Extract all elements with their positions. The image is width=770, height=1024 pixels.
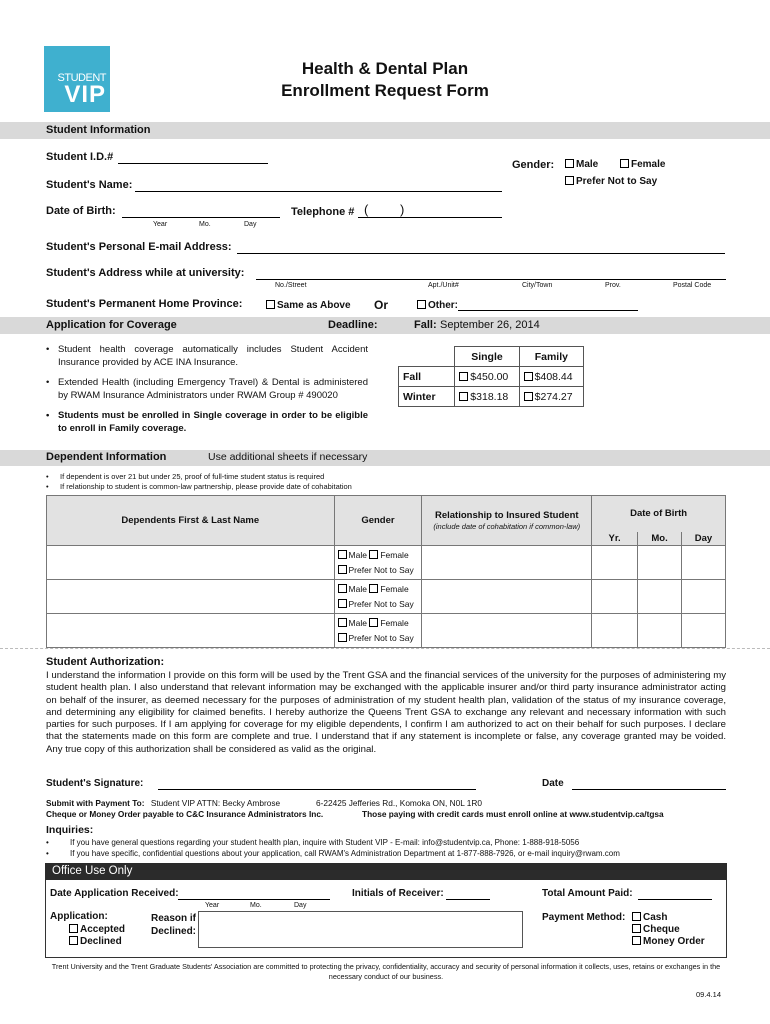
dep-female-label: Female (380, 583, 409, 594)
coverage-bullets (46, 344, 368, 435)
rate-family-value: $274.27 (534, 390, 573, 403)
inquiry-line-1-text: If you have general questions regarding your student health plan, inquire with Student VIP - E-mail: info@studentvip.ca, Phone: 1-888-918-5056 (70, 838, 580, 847)
coverage-bullet: • Student health coverage automatically includes Student Accident Insurance provided by ACE INA Insurance. (46, 344, 368, 368)
rate-checkbox[interactable] (524, 372, 533, 381)
other-label: Other: (428, 300, 458, 311)
rate-term: Fall (399, 367, 455, 387)
dependent-name-cell[interactable] (47, 546, 335, 580)
received-mo-hint: Mo. (250, 902, 262, 909)
prefer-not-checkbox[interactable] (565, 176, 574, 185)
inquiries-title: Inquiries: (46, 824, 94, 836)
dependent-info-note: Use additional sheets if necessary (208, 451, 368, 463)
student-id-field[interactable] (118, 163, 268, 164)
payment-attn: Student VIP ATTN: Becky Ambrose (150, 798, 281, 808)
gender-prefer-not-option[interactable] (565, 176, 657, 187)
office-use-header (45, 863, 727, 880)
dependent-gender-cell (334, 614, 422, 648)
reason-label-line2: Declined: (151, 926, 197, 937)
addr-postal-hint: Postal Code (673, 282, 712, 289)
rates-header-single: Single (455, 347, 519, 367)
logo-line2: VIP (64, 81, 106, 108)
dependent-bullet-2-text: If relationship to student is common-law partnership, please provide date of cohabitation (60, 482, 352, 491)
fall-deadline-date: September 26, 2014 (440, 319, 540, 331)
initials-field[interactable] (446, 899, 490, 900)
dep-male-label: Male (348, 583, 367, 594)
or-label: Or (374, 298, 389, 312)
deadline-label: Deadline: (328, 319, 378, 331)
dependent-yr-cell[interactable] (592, 614, 638, 648)
col-dependent-name: Dependents First & Last Name (47, 496, 335, 546)
authorization-body: I understand the information I provide on this form will be used by the Trent GSA and the financial services of the university for the purposes of administering my student health plan. I also understand that relevant information may be exchanged with the applicable insurer and/or third party insurance administrator acting on behalf of the insurer, as deemed necessary for the purposes of administration of my student health plan, validation of the status of my insurance coverage, and determining any eligibility for claimed benefits. I hereby authorize the Queens Trent GSA to exchange any relevant and necessary information with such parties for such purposes. If I am applying for coverage for my eligible dependents, I confirm I am authorized to act on their behalf for such purposes. I declare that the statements made on this form are complete and true. I understand that if any statement is incomplete or false, any coverage granted may be voided. Any true copy of this authorization shall be considered as valid as the original. (46, 670, 726, 755)
other-checkbox[interactable] (417, 300, 426, 309)
rate-single-value: $318.18 (470, 390, 509, 403)
coverage-bullet: • Students must be enrolled in Single coverage in order to be eligible to enroll in Family coverage. (46, 410, 368, 434)
title-line1: Health & Dental Plan (301, 59, 469, 78)
reason-label (151, 912, 196, 938)
coverage-bullet-2: Extended Health (including Emergency Travel) & Dental is administered by RWAM Insurance Administrators under RWAM Group # 490020 (58, 377, 368, 401)
payment-address: 6-22425 Jefferies Rd., Komoka ON, N0L 1R0 (316, 798, 483, 808)
col-yr: Yr. (592, 532, 638, 546)
col-gender: Gender (334, 496, 422, 546)
dob-mo-hint: Mo. (199, 221, 211, 228)
address-label: Student's Address while at university: (46, 267, 245, 279)
dep-prefer-not-checkbox[interactable] (338, 565, 347, 574)
dependent-bullet-1-text: If dependent is over 21 but under 25, proof of full-time student status is required (60, 472, 325, 481)
dob-field[interactable] (122, 217, 280, 218)
col-relationship-sub: (include date of cohabitation if common-law) (433, 521, 581, 531)
gender-label: Gender: (512, 159, 555, 171)
addr-prov-hint: Prov. (605, 282, 621, 289)
inquiry-line-2: • If you have specific, confidential questions about your application, call RWAM's Administration Department at 1-877-888-7926, or e-mail inquiry@rwam.com (46, 849, 620, 858)
declined-option[interactable] (69, 936, 122, 947)
dependent-row (47, 546, 726, 580)
coverage-bullet: • Extended Health (including Emergency Travel) & Dental is administered by RWAM Insurance Administrators under RWAM Group # 490020 (46, 377, 368, 401)
phone-open-paren: ( (364, 202, 369, 217)
student-name-field[interactable] (135, 191, 502, 192)
other-province-field[interactable] (458, 310, 638, 311)
dependent-name-cell[interactable] (47, 614, 335, 648)
telephone-field[interactable] (358, 217, 502, 218)
male-checkbox[interactable] (565, 159, 574, 168)
dependent-yr-cell[interactable] (592, 580, 638, 614)
title-line2: Enrollment Request Form (281, 81, 489, 100)
same-as-above-label: Same as Above (277, 300, 351, 311)
col-relationship (422, 496, 592, 546)
signature-field[interactable] (158, 789, 476, 790)
office-use-title: Office Use Only (52, 865, 133, 877)
rate-family-option[interactable] (519, 387, 583, 407)
submit-label: Submit with Payment To: (46, 798, 145, 808)
telephone-label: Telephone # (291, 206, 355, 218)
payment-credit: Those paying with credit cards must enroll online at www.studentvip.ca/tgsa (362, 809, 664, 819)
coverage-bullet-3: Students must be enrolled in Single coverage in order to be eligible to enroll in Family coverage. (58, 410, 368, 434)
dependent-mo-cell[interactable] (638, 580, 682, 614)
payment-line-1 (46, 798, 280, 808)
prefer-not-label: Prefer Not to Say (576, 176, 658, 187)
rate-single-value: $450.00 (470, 370, 509, 383)
date-received-field[interactable] (178, 899, 330, 900)
gender-female-option[interactable] (620, 159, 665, 170)
addr-city-hint: City/Town (522, 282, 553, 289)
rates-row (399, 387, 584, 407)
payment-cheque: Cheque or Money Order payable to C&C Insurance Administrators Inc. (46, 809, 324, 819)
date-received-label: Date Application Received: (50, 888, 179, 899)
rate-single-option[interactable] (455, 367, 519, 387)
page-title (0, 58, 770, 102)
money-order-checkbox[interactable] (632, 936, 641, 945)
dep-male-checkbox[interactable] (338, 550, 347, 559)
dependent-relationship-cell[interactable] (422, 546, 592, 580)
money-order-option[interactable] (632, 936, 705, 947)
same-as-above-checkbox[interactable] (266, 300, 275, 309)
rate-checkbox[interactable] (524, 392, 533, 401)
dependent-row (47, 614, 726, 648)
declined-label: Declined (80, 936, 122, 947)
dep-male-label: Male (348, 549, 367, 560)
cash-checkbox[interactable] (632, 912, 641, 921)
phone-close-paren: ) (400, 202, 405, 217)
addr-apt-hint: Apt./Unit# (428, 282, 459, 289)
dep-prefer-not-label: Prefer Not to Say (348, 564, 414, 575)
other-province-option[interactable] (417, 300, 458, 311)
col-day: Day (682, 532, 726, 546)
dependent-bullet-1: • If dependent is over 21 but under 25, proof of full-time student status is required (46, 472, 325, 481)
signature-date-field[interactable] (572, 789, 726, 790)
col-dob: Date of Birth (592, 496, 726, 532)
signature-label: Student's Signature: (46, 778, 144, 789)
fall-label: Fall: (414, 319, 437, 331)
rates-row (399, 367, 584, 387)
dependent-gender-cell (334, 546, 422, 580)
payment-method-label: Payment Method: (542, 912, 626, 923)
col-relationship-title: Relationship to Insured Student (434, 509, 579, 521)
accepted-option[interactable] (69, 924, 125, 935)
dependent-gender-cell (334, 580, 422, 614)
dep-female-label: Female (380, 549, 409, 560)
female-label: Female (631, 159, 666, 170)
dep-female-checkbox[interactable] (369, 550, 378, 559)
reason-label-line1: Reason if (151, 913, 197, 924)
declined-checkbox[interactable] (69, 936, 78, 945)
inquiry-line-1: • If you have general questions regarding your student health plan, inquire with Student VIP - E-mail: info@studentvip.ca, Phone: 1-888-918-5056 (46, 838, 580, 847)
dependent-relationship-cell[interactable] (422, 580, 592, 614)
accepted-checkbox[interactable] (69, 924, 78, 933)
email-label: Student's Personal E-mail Address: (46, 241, 232, 253)
application-label: Application: (50, 911, 108, 922)
inquiry-line-2-text: If you have specific, confidential questions about your application, call RWAM's Administration Department at 1-877-888-7926, or e-mail inquiry@rwam.com (70, 849, 620, 858)
dependent-day-cell[interactable] (682, 580, 726, 614)
dep-prefer-not-checkbox[interactable] (338, 633, 347, 642)
received-day-hint: Day (294, 902, 307, 909)
dependent-row (47, 580, 726, 614)
total-paid-label: Total Amount Paid: (542, 888, 633, 899)
dob-label: Date of Birth: (46, 205, 116, 217)
dob-year-hint: Year (153, 221, 168, 228)
student-name-label: Student's Name: (46, 179, 133, 191)
cheque-checkbox[interactable] (632, 924, 641, 933)
dob-day-hint: Day (244, 221, 257, 228)
form-version: 09.4.14 (696, 990, 722, 999)
coverage-bullet-1: Student health coverage automatically includes Student Accident Insurance provided by ACE INA Insurance. (58, 344, 368, 368)
dep-male-checkbox[interactable] (338, 618, 347, 627)
dep-male-checkbox[interactable] (338, 584, 347, 593)
cheque-option[interactable] (632, 924, 680, 935)
initials-label: Initials of Receiver: (352, 888, 444, 899)
cheque-label: Cheque (643, 924, 680, 935)
money-order-label: Money Order (643, 936, 705, 947)
rates-table (398, 346, 584, 407)
rate-term: Winter (399, 387, 455, 407)
rate-checkbox[interactable] (459, 372, 468, 381)
female-checkbox[interactable] (620, 159, 629, 168)
dependent-name-cell[interactable] (47, 580, 335, 614)
dependent-day-cell[interactable] (682, 614, 726, 648)
rate-checkbox[interactable] (459, 392, 468, 401)
province-label: Student's Permanent Home Province: (46, 298, 243, 310)
logo-line1: STUDENT (57, 72, 106, 84)
privacy-statement: Trent University and the Trent Graduate Students' Association are committed to protecting the privacy, confidentiality, accuracy and security of personal information it collects, uses, retains or exchanges in the necessary conduct of our business. (51, 962, 721, 981)
address-field[interactable] (256, 279, 726, 280)
dependent-mo-cell[interactable] (638, 614, 682, 648)
cash-label: Cash (643, 912, 668, 923)
rate-single-option[interactable] (455, 387, 519, 407)
student-id-label: Student I.D.# (46, 151, 114, 163)
dependent-mo-cell[interactable] (638, 546, 682, 580)
addr-street-hint: No./Street (275, 282, 307, 289)
dependent-relationship-cell[interactable] (422, 614, 592, 648)
dep-prefer-not-label: Prefer Not to Say (348, 598, 414, 609)
gender-male-option[interactable] (565, 159, 598, 170)
dependent-bullet-2: • If relationship to student is common-law partnership, please provide date of cohabitation (46, 482, 352, 491)
same-as-above-option[interactable] (266, 300, 351, 311)
dep-prefer-not-checkbox[interactable] (338, 599, 347, 608)
section-divider (0, 648, 770, 649)
male-label: Male (576, 159, 599, 170)
received-year-hint: Year (205, 902, 220, 909)
cash-option[interactable] (632, 912, 667, 923)
dep-prefer-not-label: Prefer Not to Say (348, 632, 414, 643)
dep-female-checkbox[interactable] (369, 618, 378, 627)
dep-male-label: Male (348, 617, 367, 628)
dep-female-label: Female (380, 617, 409, 628)
rate-family-value: $408.44 (534, 370, 573, 383)
rates-header-family: Family (519, 347, 583, 367)
dependent-info-title: Dependent Information (46, 451, 167, 463)
col-mo: Mo. (638, 532, 682, 546)
reason-declined-field[interactable] (198, 911, 523, 948)
rate-family-option[interactable] (519, 367, 583, 387)
dependent-yr-cell[interactable] (592, 546, 638, 580)
coverage-title: Application for Coverage (46, 319, 177, 331)
student-info-title: Student Information (46, 124, 151, 136)
accepted-label: Accepted (80, 924, 126, 935)
dependent-day-cell[interactable] (682, 546, 726, 580)
dep-female-checkbox[interactable] (369, 584, 378, 593)
signature-date-label: Date (542, 778, 564, 789)
dependents-table (46, 495, 726, 648)
total-paid-field[interactable] (638, 899, 712, 900)
authorization-title: Student Authorization: (46, 656, 165, 668)
email-field[interactable] (237, 253, 725, 254)
